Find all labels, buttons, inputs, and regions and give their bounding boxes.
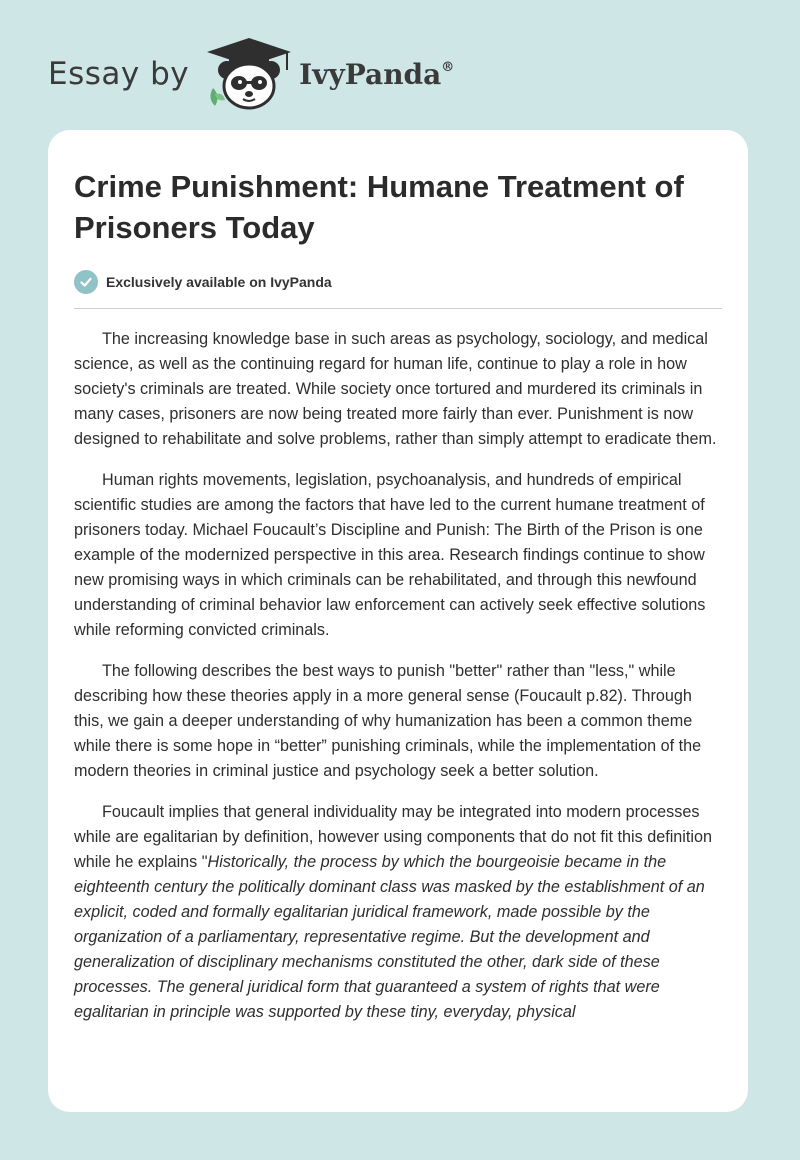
site-header [48,34,454,114]
paragraph: The increasing knowledge base in such areas as psychology, sociology, and medical science, as well as the continuing regard for human life, continue to play a role in how society's criminals are treated. While society once tortured and murdered its criminals in many cases, prisoners are now being treated more fairly than ever. Punishment is now designed to rehabilitate and solve problems, rather than simply attempt to eradicate them. [74,330,717,448]
panda-logo-icon[interactable] [203,36,295,112]
paragraph-lead: Foucault implies that general individuality may be integrated into modern processes while are egalitarian by definition, however using components that do not fit this definition while he explains " [74,803,712,871]
registered-mark: ® [441,59,455,75]
essay-by-label: Essay by [48,56,190,92]
brand-name[interactable] [299,58,454,91]
exclusive-badge-label: Exclusively available on IvyPanda [106,274,332,290]
paragraph: Human rights movements, legislation, psychoanalysis, and hundreds of empirical scientific studies are among the factors that have led to the current humane treatment of prisoners today. Michael Foucault’s Discipline and Punish: The Birth of the Prison is one example of the modernized perspective in this area. Research findings continue to show new promising ways in which criminals can be rehabilitated, and through this newfound understanding of criminal behavior law enforcement can actively seek effective solutions while reforming convicted criminals. [74,471,706,639]
page-title: Crime Punishment: Humane Treatment of Prisoners Today [74,169,684,245]
brand-text: IvyPanda [299,57,442,91]
quotation: Historically, the process by which the bourgeoisie became in the eighteenth century the politically dominant class was masked by the establishment of an explicit, coded and formally egalitarian juridical framework, made possible by the organization of a parliamentary, representative regime. But the development and generalization of disciplinary mechanisms constituted the other, dark side of these processes. The general juridical form that guaranteed a system of rights that were egalitarian in principle was supported by these tiny, everyday, physical [74,853,705,1021]
divider [74,308,722,309]
exclusive-badge [74,270,722,294]
paragraph [74,800,722,1025]
essay-card [48,130,748,1112]
check-icon [74,270,98,294]
paragraph: The following describes the best ways to punish "better" rather than "less," while describing how these theories apply in a more general sense (Foucault p.82). Through this, we gain a deeper understanding of why humanization has been a common theme while there is some hope in “better” punishing criminals, while the implementation of the modern theories in criminal justice and psychology seek a better solution. [74,662,702,780]
essay-body [74,327,722,1025]
